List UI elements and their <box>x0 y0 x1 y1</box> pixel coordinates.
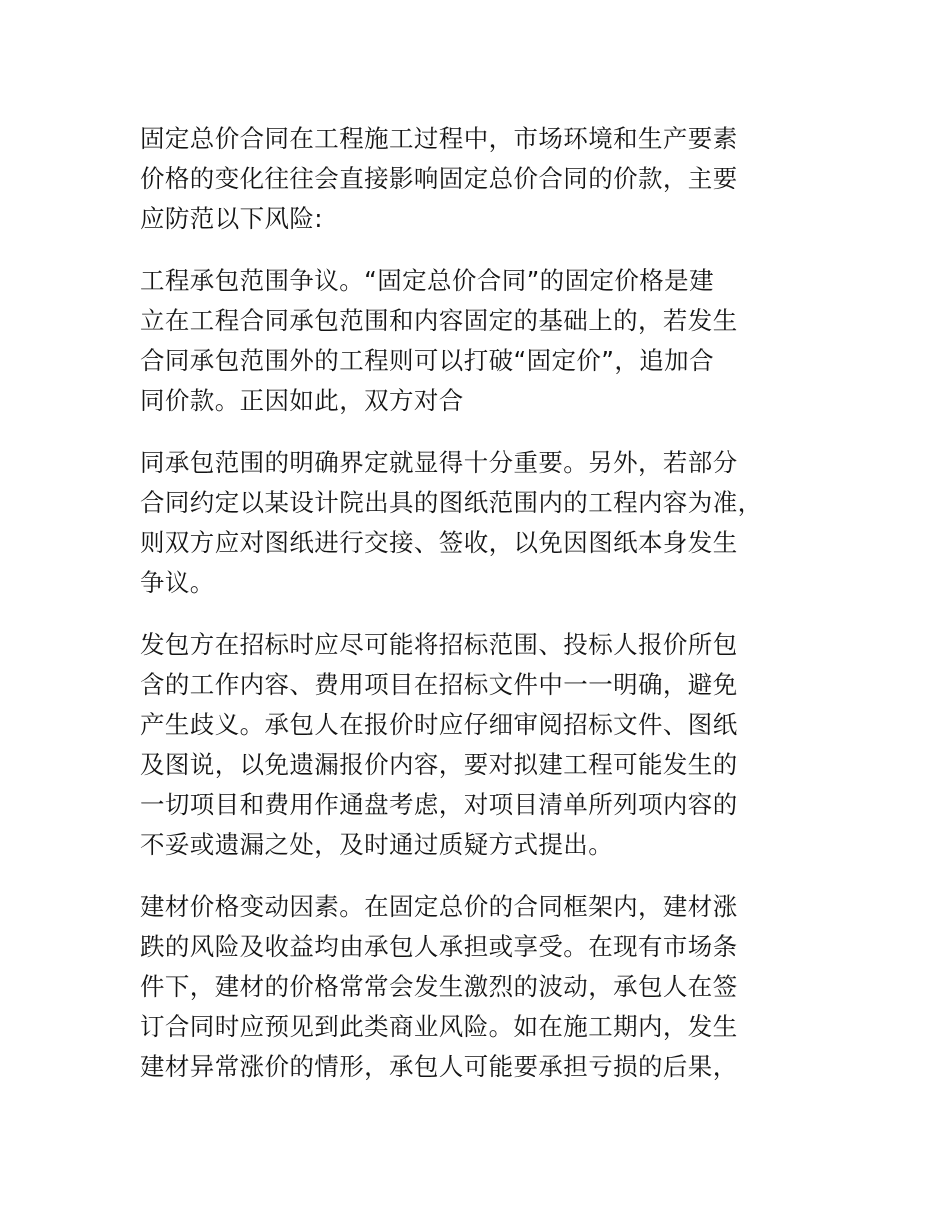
text-line: 跌的风险及收益均由承包人承担或享受。在现有市场条 <box>140 932 738 961</box>
paragraph-gap <box>140 239 820 261</box>
text-line: 则双方应对图纸进行交接、签收，以免因图纸本身发生 <box>140 528 738 557</box>
text-line: 建材异常涨价的情形，承包人可能要承担亏损的后果， <box>140 1052 738 1081</box>
paragraph-gap <box>140 865 820 887</box>
text-line: 同承包范围的明确界定就显得十分重要。另外，若部分 <box>140 448 738 477</box>
text-line: 同价款。正因如此，双方对合 <box>140 386 464 415</box>
text-line: 含的工作内容、费用项目在招标文件中一一明确，避免 <box>140 670 738 699</box>
text-line: 产生歧义。承包人在报价时应仔细审阅招标文件、图纸 <box>140 710 738 739</box>
text-line: 合同承包范围外的工程则可以打破“固定价”，追加合 <box>140 346 714 375</box>
paragraph-5 <box>140 887 820 1087</box>
text-line: 价格的变化往往会直接影响固定总价合同的价款，主要 <box>140 164 738 193</box>
text-line: 合同约定以某设计院出具的图纸范围内的工程内容为准， <box>140 488 763 517</box>
document-body <box>140 119 820 1087</box>
text-line: 订合同时应预见到此类商业风险。如在施工期内，发生 <box>140 1012 738 1041</box>
text-line: 固定总价合同在工程施工过程中，市场环境和生产要素 <box>140 124 738 153</box>
text-line: 应防范以下风险: <box>140 204 323 233</box>
paragraph-3 <box>140 443 820 603</box>
paragraph-gap <box>140 603 820 625</box>
text-line: 及图说，以免遗漏报价内容，要对拟建工程可能发生的 <box>140 750 738 779</box>
text-line: 争议。 <box>140 568 215 597</box>
text-line: 一切项目和费用作通盘考虑，对项目清单所列项内容的 <box>140 790 738 819</box>
paragraph-1 <box>140 119 820 239</box>
text-line: 工程承包范围争议。“固定总价合同”的固定价格是建 <box>140 266 714 295</box>
text-line: 立在工程合同承包范围和内容固定的基础上的，若发生 <box>140 306 738 335</box>
text-line: 发包方在招标时应尽可能将招标范围、投标人报价所包 <box>140 630 738 659</box>
text-line: 件下，建材的价格常常会发生激烈的波动，承包人在签 <box>140 972 738 1001</box>
paragraph-4 <box>140 625 820 865</box>
paragraph-gap <box>140 421 820 443</box>
paragraph-2 <box>140 261 820 421</box>
text-line: 建材价格变动因素。在固定总价的合同框架内，建材涨 <box>140 892 738 921</box>
text-line: 不妥或遗漏之处，及时通过质疑方式提出。 <box>140 830 614 859</box>
